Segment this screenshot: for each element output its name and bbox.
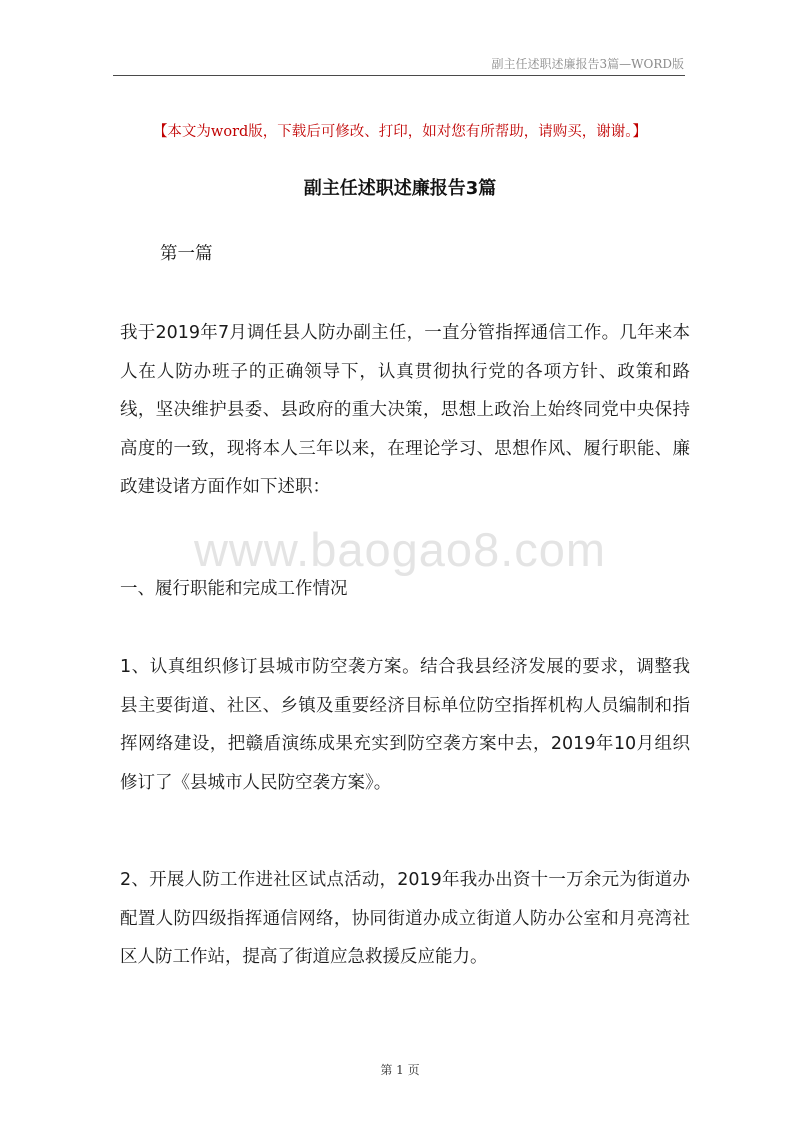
part-label: 第一篇 xyxy=(160,244,213,264)
section-heading: 一、履行职能和完成工作情况 xyxy=(120,579,348,599)
purchase-notice: 【本文为word版，下载后可修改、打印，如对您有所帮助，请购买，谢谢。】 xyxy=(152,124,648,140)
running-header: 副主任述职述廉报告3篇—WORD版 xyxy=(491,57,684,71)
list-item-2: 2、开展人防工作进社区试点活动，2019年我办出资十一万余元为街道办配置人防四级指挥通信网络，协同街道办成立街道人防办公室和月亮湾社区人防工作站，提高了街道应急救援反应能力。 xyxy=(120,870,690,967)
document-title: 副主任述职述廉报告3篇 xyxy=(303,178,497,199)
list-item-1: 1、认真组织修订县城市防空袭方案。结合我县经济发展的要求，调整我县主要街道、社区、乡镇及重要经济目标单位防空指挥机构人员编制和指挥网络建设，把赣盾演练成果充实到防空袭方案中去，2019年10月组织修订了《县城市人民防空袭方案》。 xyxy=(120,657,690,793)
page-number: 第 1 页 xyxy=(380,1063,420,1077)
site-watermark: www.baogao8.com xyxy=(193,523,607,576)
intro-paragraph: 我于2019年7月调任县人防办副主任，一直分管指挥通信工作。几年来本人在人防办班子的正确领导下，认真贯彻执行党的各项方针、政策和路线，坚决维护县委、县政府的重大决策，思想上政治上始终同党中央保持高度的一致，现将本人三年以来，在理论学习、思想作风、履行职能、廉政建设诸方面作如下述职： xyxy=(120,323,690,497)
header-divider xyxy=(113,75,685,76)
